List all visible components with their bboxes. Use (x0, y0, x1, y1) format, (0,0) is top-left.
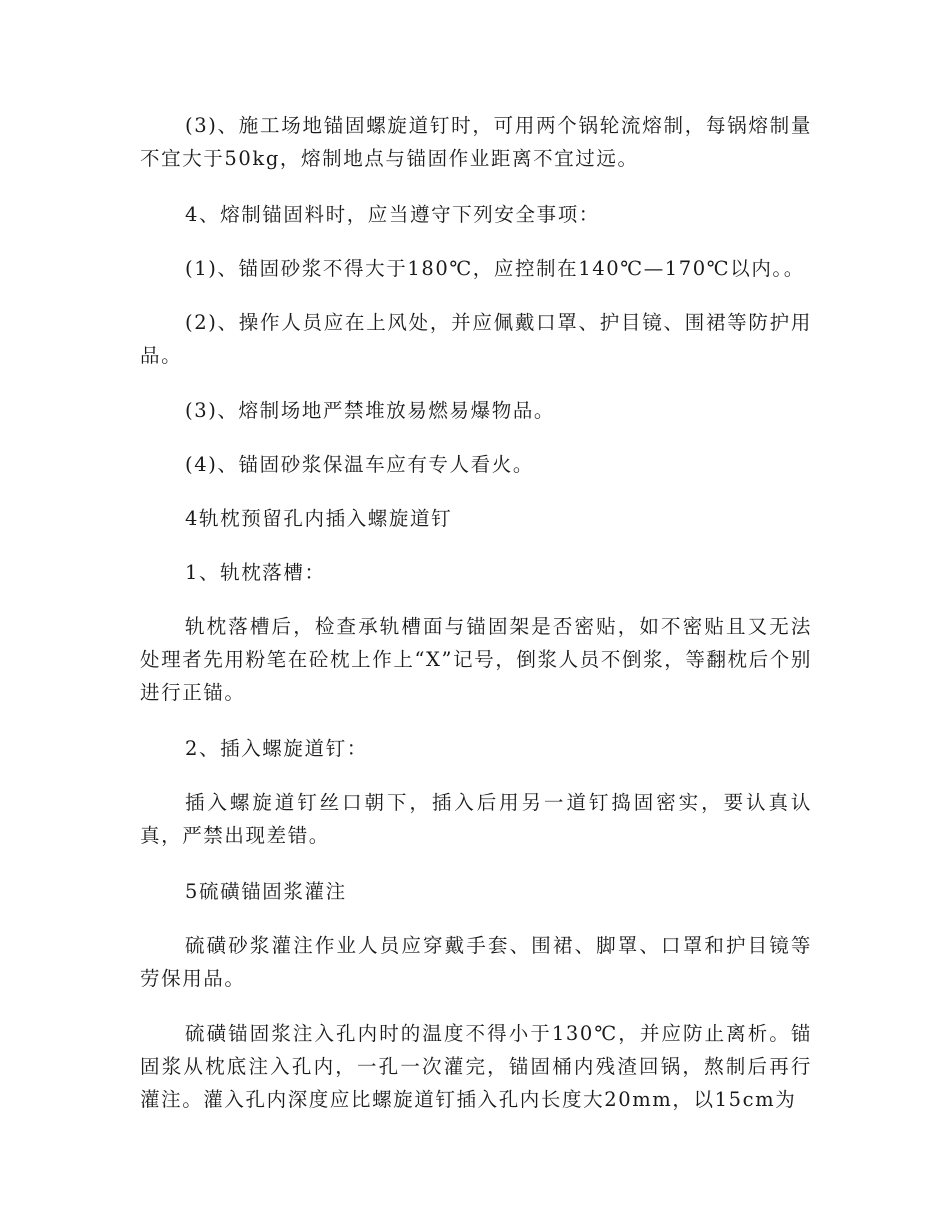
paragraph-11: 插入螺旋道钉丝口朝下，插入后用另一道钉捣固密实，要认真认真，严禁出现差错。 (140, 791, 812, 847)
paragraph-9: 轨枕落槽后，检查承轨槽面与锚固架是否密贴，如不密贴且又无法处理者先用粉笔在砼枕上作上“X”记号，倒浆人员不倒浆，等翻枕后个别进行正锚。 (140, 615, 812, 704)
paragraph-2: 4、熔制锚固料时，应当遵守下列安全事项： (185, 203, 600, 226)
paragraph-3: (1)、锚固砂浆不得大于180℃，应控制在140℃—170℃以内。。 (185, 257, 805, 280)
section-heading-5: 5硫磺锚固浆灌注 (185, 880, 347, 903)
section-heading-4: 4轨枕预留孔内插入螺旋道钉 (185, 507, 453, 530)
paragraph-8: 1、轨枕落槽： (185, 561, 326, 584)
paragraph-1: (3)、施工场地锚固螺旋道钉时，可用两个锅轮流熔制，每锅熔制量不宜大于50kg，熔制地点与锚固作业距离不宜过远。 (140, 114, 812, 170)
paragraph-13: 硫磺砂浆灌注作业人员应穿戴手套、围裙、脚罩、口罩和护目镜等劳保用品。 (140, 934, 812, 990)
paragraph-5: (3)、熔制场地严禁堆放易燃易爆物品。 (185, 399, 556, 422)
paragraph-6: (4)、锚固砂浆保温车应有专人看火。 (185, 453, 534, 476)
paragraph-14: 硫磺锚固浆注入孔内时的温度不得小于130℃，并应防止离析。锚固浆从枕底注入孔内，一孔一次灌完，锚固桶内残渣回锅，熬制后再行灌注。灌入孔内深度应比螺旋道钉插入孔内长度大20mm，以15cm为 (140, 1022, 812, 1111)
paragraph-10: 2、插入螺旋道钉： (185, 737, 368, 760)
paragraph-4: (2)、操作人员应在上风处，并应佩戴口罩、护目镜、围裙等防护用品。 (140, 311, 812, 367)
